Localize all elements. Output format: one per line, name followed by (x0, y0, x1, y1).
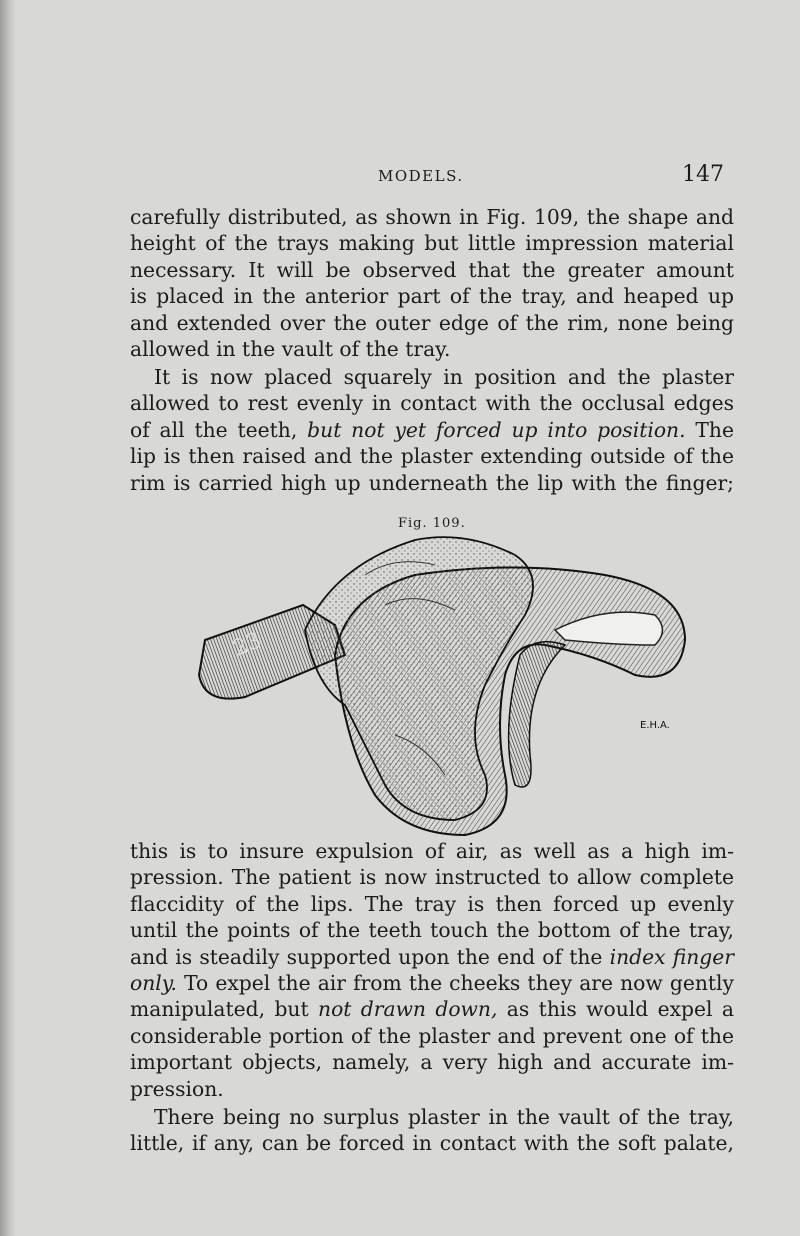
text-line: is placed in the anterior part of the tray, and heaped up (130, 284, 734, 309)
text-line (130, 417, 734, 443)
text-span: and is steadily supported upon the end of the (130, 944, 610, 969)
running-head (130, 162, 734, 190)
italic-span: not drawn down, (318, 997, 498, 1022)
text-span: of all the teeth, (130, 417, 308, 442)
engraver-signature: E.H.A. (640, 720, 670, 731)
text-line: height of the trays making but little impression material (130, 231, 734, 256)
tray-number: 23 (229, 628, 266, 662)
text-line (130, 970, 734, 996)
text-line: important objects, namely, a very high and accurate im- (130, 1050, 734, 1075)
text-line: rim is carried high up underneath the lip with the finger; (130, 470, 734, 495)
text-line: considerable portion of the plaster and prevent one of the (130, 1023, 734, 1048)
text-line: lip is then raised and the plaster extending outside of the (130, 444, 734, 469)
text-span: To expel the air from the cheeks they are now gently (176, 971, 734, 996)
text-line: little, if any, can be forced in contact with the soft palate, (130, 1131, 734, 1156)
text-line: allowed to rest evenly in contact with the occlusal edges (130, 391, 734, 416)
text-span: as this would expel a (497, 997, 734, 1022)
running-title: MODELS. (378, 167, 464, 185)
paragraph-2 (130, 364, 734, 496)
text-line: and extended over the outer edge of the rim, none being (130, 310, 734, 335)
text-line: pression. (130, 1076, 224, 1101)
text-span: manipulated, but (130, 997, 319, 1022)
text-line: allowed in the vault of the tray. (130, 337, 451, 362)
impression-tray-figure (185, 535, 705, 840)
impression-tray-illustration (185, 535, 705, 840)
text-line: necessary. It will be observed that the greater amount (130, 257, 734, 282)
page-number: 147 (682, 162, 724, 187)
paragraph-4 (130, 1104, 734, 1157)
text-line: There being no surplus plaster in the vault of the tray, (154, 1105, 734, 1129)
text-line: It is now placed squarely in position and the plaster (154, 365, 734, 389)
italic-span: but not yet forced up into position. (307, 417, 686, 442)
italic-span: only. (130, 971, 177, 996)
text-line: until the points of the teeth touch the bottom of the tray, (130, 918, 734, 943)
page-edge (0, 0, 16, 1236)
italic-span: index finger (609, 944, 734, 969)
text-line: pression. The patient is now instructed to allow complete (130, 865, 734, 890)
text-span: The (685, 417, 734, 442)
text-line: this is to insure expulsion of air, as well as a high im- (130, 839, 734, 863)
paragraph-3 (130, 838, 734, 1102)
text-line (130, 944, 734, 970)
book-page (130, 150, 734, 1190)
figure-caption: Fig. 109. (398, 516, 466, 531)
text-line (130, 996, 734, 1022)
text-line: flaccidity of the lips. The tray is then forced up evenly (130, 891, 734, 916)
text-line: carefully distributed, as shown in Fig. 109, the shape and (130, 205, 734, 229)
paragraph-1 (130, 204, 734, 362)
